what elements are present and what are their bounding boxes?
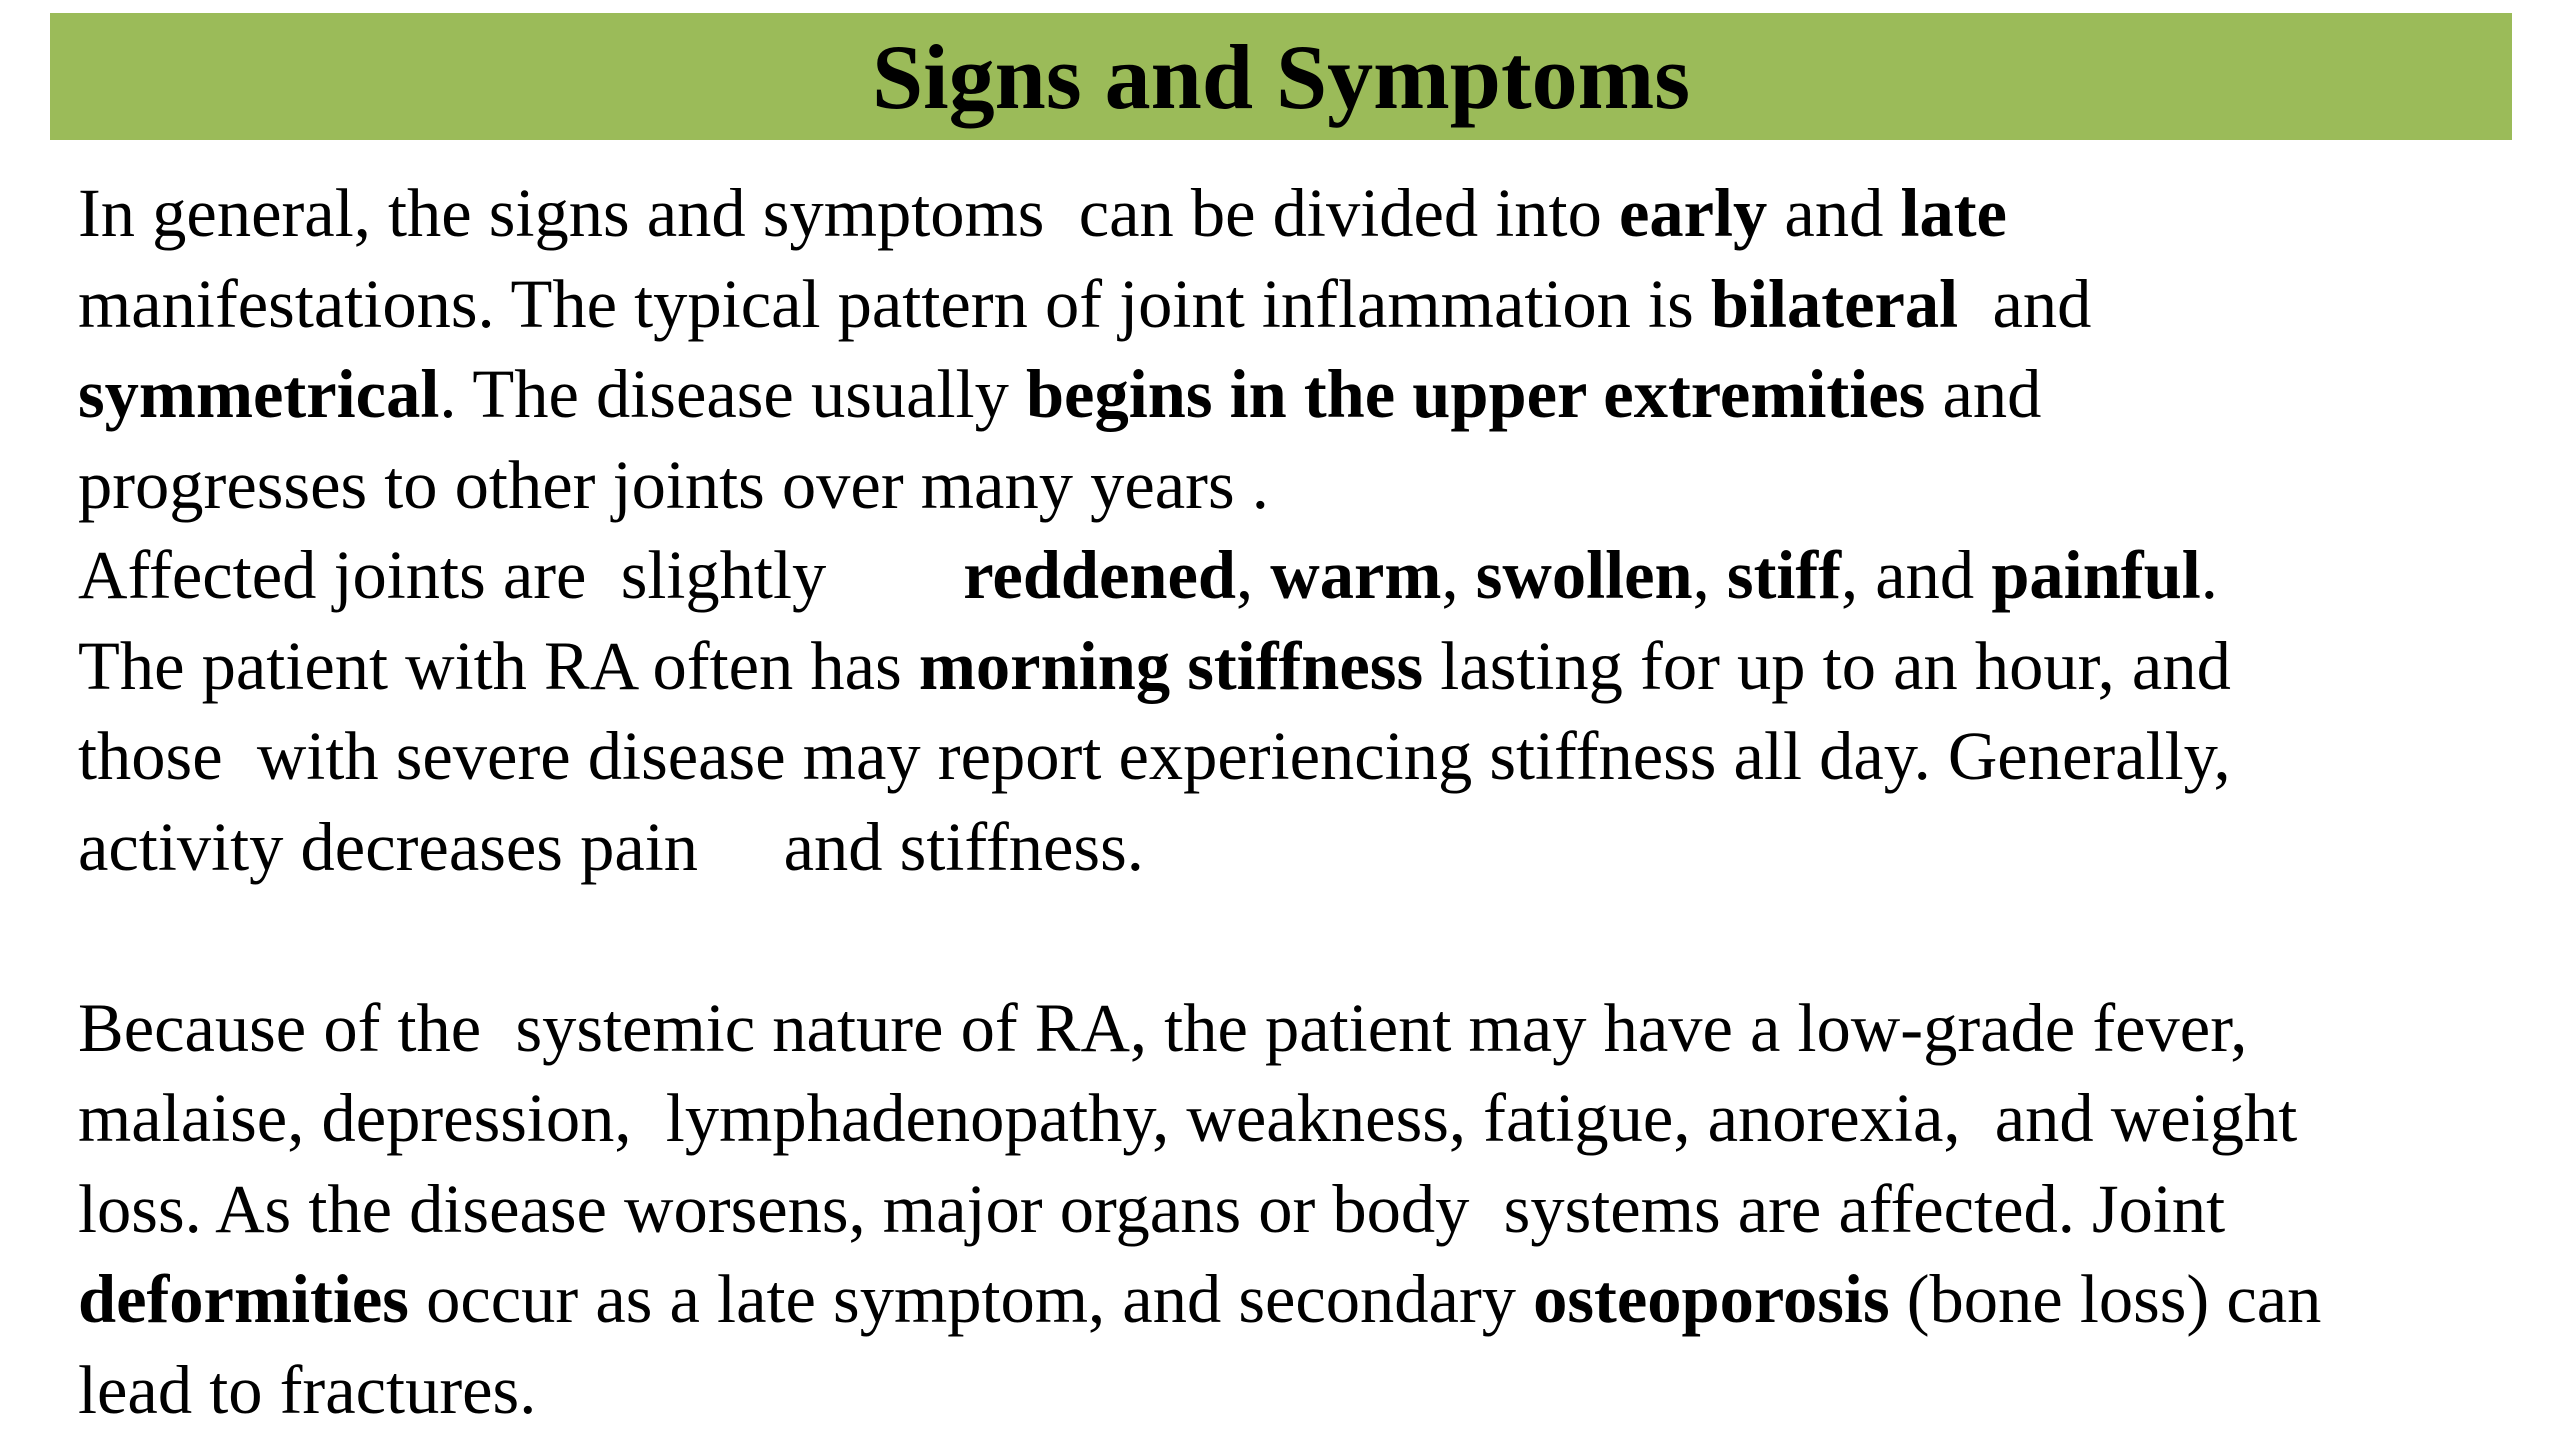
- bold-text-run: osteoporosis: [1533, 1261, 1890, 1337]
- text-run: activity decreases pain and stiffness.: [78, 808, 1144, 885]
- text-run: ,: [1236, 537, 1271, 613]
- text-run: .: [2200, 537, 2218, 613]
- text-run: ,: [1441, 537, 1476, 613]
- bold-text-run: swollen: [1475, 537, 1693, 613]
- bold-text-run: reddened: [963, 537, 1237, 613]
- bold-text-run: symmetrical: [78, 356, 440, 432]
- bold-text-run: bilateral: [1710, 265, 1959, 342]
- bold-text-run: deformities: [78, 1261, 409, 1337]
- paragraph-spacer: [78, 892, 2518, 983]
- text-run: The patient with RA often has: [78, 627, 919, 704]
- text-line: [78, 530, 2518, 621]
- text-run: those with severe disease may report experiencing stiffness all day. Generally,: [78, 718, 2231, 794]
- text-run: Because of the systemic nature of RA, the patient may have a low-grade fever,: [78, 989, 2248, 1066]
- text-line: [78, 983, 2518, 1074]
- text-run: occur as a late symptom, and secondary: [408, 1261, 1534, 1337]
- text-run: and: [1958, 265, 2092, 342]
- text-run: , and: [1841, 537, 1992, 613]
- text-line: [78, 802, 2518, 893]
- text-run: progresses to other joints over many years .: [78, 446, 1269, 523]
- bold-text-run: late: [1900, 175, 2007, 251]
- text-line: [78, 1073, 2518, 1164]
- body-text: [78, 168, 2518, 1435]
- text-run: and: [1925, 356, 2042, 432]
- text-run: malaise, depression, lymphadenopathy, weakness, fatigue, anorexia, and weight: [78, 1080, 2298, 1156]
- text-run: . The disease usually: [439, 356, 1026, 432]
- text-run: Affected joints are slightly: [78, 537, 964, 613]
- text-run: lasting for up to an hour, and: [1423, 627, 2231, 704]
- text-line: [78, 168, 2518, 259]
- bold-text-run: morning stiffness: [918, 627, 1424, 704]
- text-run: manifestations. The typical pattern of joint inflammation is: [78, 265, 1711, 342]
- bold-text-run: begins in the upper extremities: [1025, 356, 1926, 432]
- bold-text-run: painful: [1991, 537, 2201, 613]
- title-bar: [50, 13, 2512, 140]
- text-line: [78, 349, 2518, 440]
- slide-title: Signs and Symptoms: [871, 25, 1691, 128]
- text-run: lead to fractures.: [78, 1351, 537, 1428]
- text-run: (bone loss) can: [1889, 1261, 2322, 1337]
- text-line: [78, 259, 2518, 350]
- bold-text-run: early: [1618, 175, 1768, 251]
- text-line: [78, 711, 2518, 802]
- text-line: [78, 1164, 2518, 1255]
- text-line: [78, 1254, 2518, 1345]
- text-line: [78, 440, 2518, 531]
- text-run: loss. As the disease worsens, major organs or body systems are affected. Joint: [78, 1170, 2226, 1247]
- text-line: [78, 1345, 2518, 1436]
- text-run: ,: [1692, 537, 1727, 613]
- bold-text-run: warm: [1270, 537, 1442, 613]
- text-run: In general, the signs and symptoms can be divided into: [78, 175, 1619, 251]
- paragraph-early-late-manifestations: [78, 168, 2518, 892]
- text-run: and: [1767, 175, 1901, 251]
- paragraph-systemic-symptoms: [78, 983, 2518, 1436]
- bold-text-run: stiff: [1726, 537, 1842, 613]
- text-line: [78, 621, 2518, 712]
